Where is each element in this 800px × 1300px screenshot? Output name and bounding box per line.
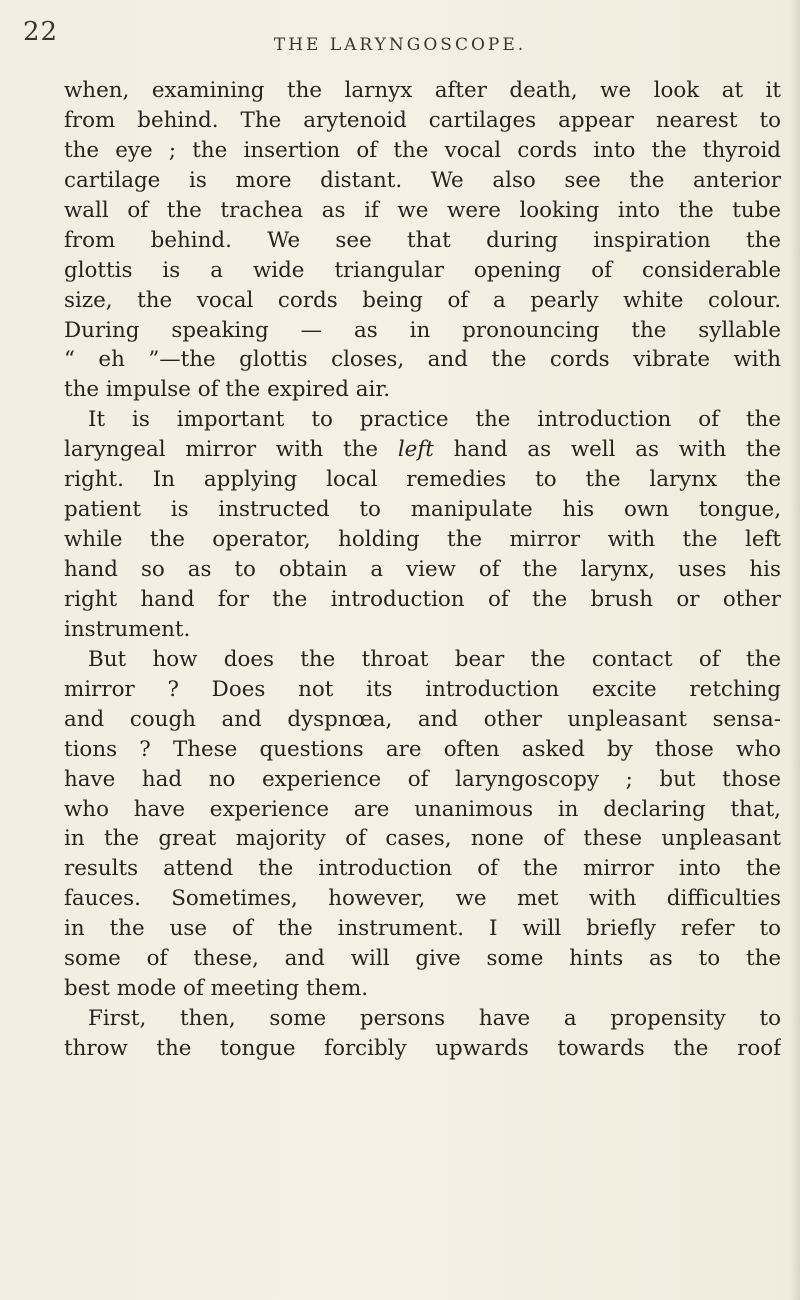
text-line: First, then, some persons have a propensity to [88, 1006, 781, 1032]
text-line: “ eh ”—the glottis closes, and the cords vibrate with [64, 347, 781, 373]
text-line: who have experience are unanimous in declaring that, [64, 796, 781, 822]
text-line: in the great majority of cases, none of these unpleasant [64, 826, 781, 852]
text-line: right. In applying local remedies to the larynx the [64, 467, 781, 493]
text-line: fauces. Sometimes, however, we met with difficulties [64, 886, 781, 912]
text-line: throw the tongue forcibly upwards towards the roof [64, 1036, 781, 1061]
text-line: and cough and dyspnœa, and other unpleasant sensa- [64, 706, 781, 732]
text-line: laryngeal mirror with the left hand as well as with the [64, 437, 781, 463]
text-line: when, examining the larnyx after death, we look at it [64, 78, 781, 103]
page-edge-shadow [790, 0, 800, 1300]
text-line: from behind. The arytenoid cartilages appear nearest to [64, 107, 781, 133]
page-number: 22 [23, 17, 59, 47]
text-line: instrument. [64, 616, 191, 642]
text-line: results attend the introduction of the mirror into the [64, 856, 781, 882]
text-line: patient is instructed to manipulate his own tongue, [64, 497, 781, 523]
text-line: the eye ; the insertion of the vocal cords into the thyroid [64, 137, 781, 163]
text-line: mirror ? Does not its introduction excite retching [64, 676, 781, 702]
text-line: hand so as to obtain a view of the larynx, uses his [64, 557, 781, 582]
text-line: cartilage is more distant. We also see the anterior [64, 167, 781, 193]
text-line: During speaking — as in pronouncing the syllable [64, 317, 781, 343]
text-line: in the use of the instrument. I will briefly refer to [64, 916, 781, 942]
text-line: some of these, and will give some hints as to the [64, 946, 781, 972]
text-line: wall of the trachea as if we were looking into the tube [64, 197, 781, 223]
text-line: while the operator, holding the mirror with the left [64, 527, 781, 553]
text-line: best mode of meeting them. [64, 976, 369, 1002]
text-line: right hand for the introduction of the brush or other [64, 586, 781, 612]
text-line: tions ? These questions are often asked by those who [64, 736, 781, 762]
body-text [64, 76, 781, 1064]
text-line: It is important to practice the introduction of the [88, 407, 781, 433]
text-line: from behind. We see that during inspiration the [64, 227, 781, 253]
running-head: THE LARYNGOSCOPE. [273, 35, 527, 55]
italic-word: left [397, 437, 434, 463]
text-line: But how does the throat bear the contact of the [88, 646, 781, 672]
text-line: glottis is a wide triangular opening of considerable [64, 257, 781, 283]
text-line: the impulse of the expired air. [64, 377, 391, 403]
text-line: size, the vocal cords being of a pearly white colour. [64, 287, 781, 313]
text-line: have had no experience of laryngoscopy ; but those [64, 766, 781, 792]
